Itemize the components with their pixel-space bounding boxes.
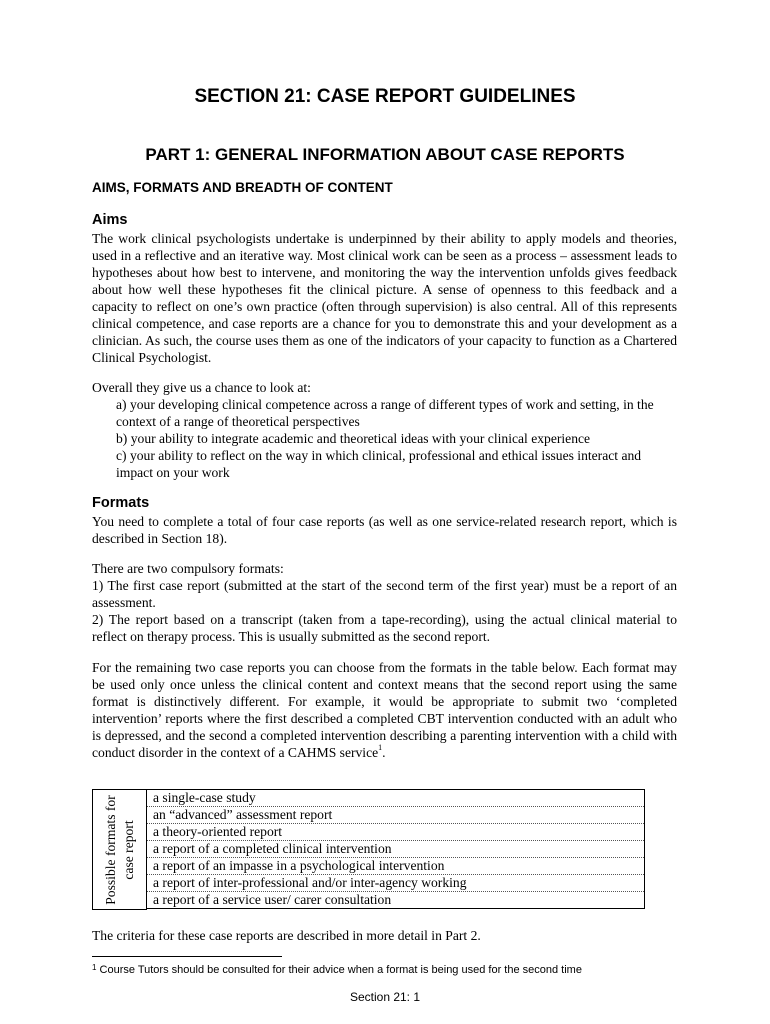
section-heading: AIMS, FORMATS AND BREADTH OF CONTENT: [92, 180, 393, 195]
table-row: a theory-oriented report: [147, 824, 644, 841]
table-row: a report of a service user/ carer consultation: [153, 892, 392, 907]
table-row: a single-case study: [147, 790, 644, 807]
aims-intro: Overall they give us a chance to look at:: [92, 380, 311, 395]
formats-table: [92, 789, 644, 910]
remaining-formats-text: [92, 659, 677, 761]
aims-paragraph: [92, 230, 677, 366]
compulsory-intro: There are two compulsory formats:: [92, 561, 284, 576]
list-item: a) your developing clinical competence across a range of different types of work and setting, in the context of a range of theoretical perspectives: [116, 397, 654, 429]
table-row: a report of an impasse in a psychological intervention: [147, 858, 644, 875]
formats-paragraph: You need to complete a total of four case reports (as well as one service-related research report, which is described in Section 18).: [92, 514, 677, 546]
compulsory-item: 2) The report based on a transcript (taken from a tape-recording), using the actual clinical material to reflect on therapy process. This is usually submitted as the second report.: [92, 612, 677, 644]
sentence-period: .: [382, 745, 386, 760]
page-footer: Section 21: 1: [349, 990, 421, 1004]
footnote-text: Course Tutors should be consulted for their advice when a format is being used for the second time: [96, 964, 582, 976]
part-title: PART 1: GENERAL INFORMATION ABOUT CASE REPORTS: [145, 145, 625, 164]
footnote: [92, 964, 582, 976]
compulsory-formats: [92, 560, 677, 645]
table-side-cell: [92, 789, 147, 910]
table-side-label: Possible formats for case report: [103, 795, 136, 905]
table-row: a report of inter-professional and/or inter-agency working: [147, 875, 644, 892]
list-item: c) your ability to reflect on the way in which clinical, professional and ethical issues interact and impact on your work: [116, 448, 642, 480]
criteria-note: The criteria for these case reports are described in more detail in Part 2.: [92, 928, 481, 943]
table-row: an “advanced” assessment report: [147, 807, 644, 824]
compulsory-item: 1) The first case report (submitted at the start of the second term of the first year) must be a report of an assessment.: [92, 578, 677, 610]
aims-list: [116, 396, 677, 481]
footnote-marker: 1: [92, 963, 97, 972]
page-title: SECTION 21: CASE REPORT GUIDELINES: [194, 86, 576, 107]
remaining-formats-paragraph: [92, 659, 677, 761]
footnote-reference: 1: [378, 743, 383, 752]
list-item: b) your ability to integrate academic and theoretical ideas with your clinical experience: [116, 431, 591, 446]
table-rows: [146, 789, 645, 909]
remaining-formats-body: For the remaining two case reports you can choose from the formats in the table below. Each format may be used only once unless the clinical content and context means that the second report using the same format is distinctively different. For example, it would be appropriate to submit two ‘completed intervention’ reports where the first described a completed CBT intervention conducted with an adult who is depressed, and the second a completed intervention describing a parenting intervention with a child with conduct disorder in the context of a CAHMS service: [92, 660, 677, 760]
footnote-divider: [92, 956, 282, 957]
formats-heading: Formats: [92, 495, 150, 511]
aims-paragraph-text: The work clinical psychologists undertake is underpinned by their ability to apply models and theories, used in a reflective and an iterative way. Most clinical work can be seen as a process – assessment leads to hypotheses about how best to intervene, and monitoring the way the intervention unfolds gives feedback about how well these hypotheses fit the clinical picture. A sense of openness to this feedback and a capacity to reflect on one’s own practice (often through supervision) is also central. All of this represents clinical competence, and case reports are a chance for you to demonstrate this and your development as a clinician. As such, the course uses them as one of the indicators of your capacity to function as a Chartered Clinical Psychologist.: [92, 231, 677, 365]
table-row: a report of a completed clinical intervention: [147, 841, 644, 858]
aims-heading: Aims: [92, 212, 128, 228]
